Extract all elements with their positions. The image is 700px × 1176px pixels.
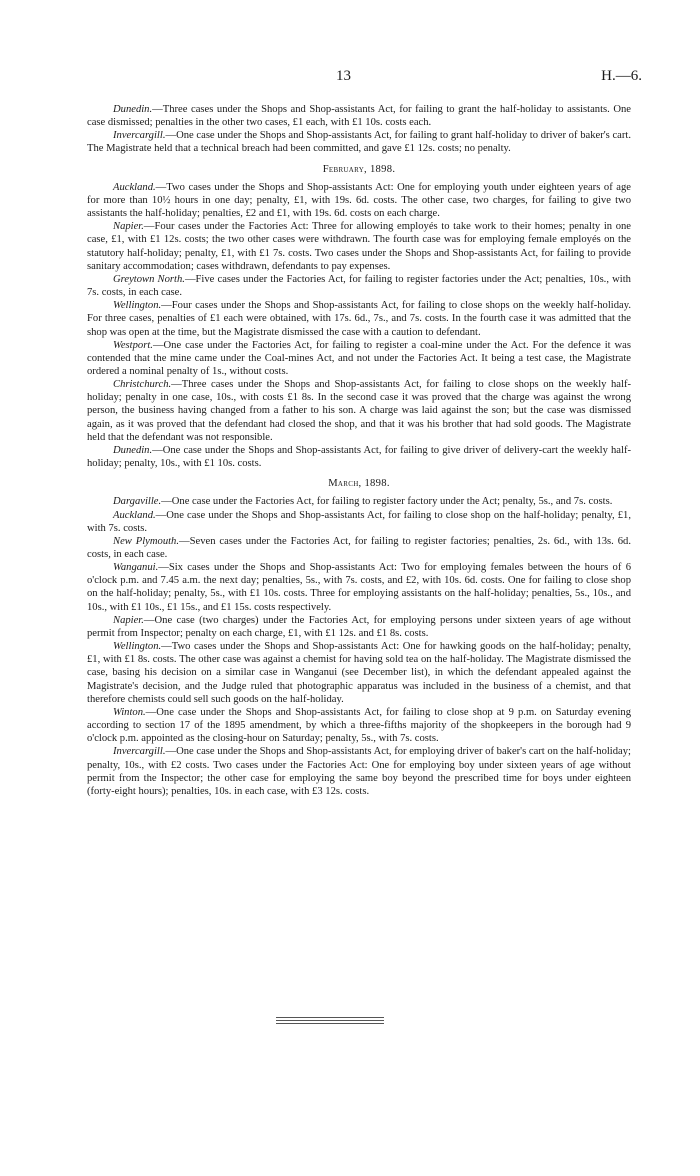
place-name: Dunedin. [113,444,153,456]
case-entry [87,561,631,614]
case-entry [87,129,631,155]
place-name: Invercargill. [113,746,166,758]
case-text: —Four cases under the Factories Act: Three for allowing employés to take work to their homes; penalty in one case, £1, with £1 12s. costs; the two other cases were withdrawn. The fourth case was for employing female employés on the statutory half-holiday; penalty, £1, with £1 7s. costs. Two cases under the Shops and Shop-assistants Act, for failing to provide sanitary accommodation; cases withdrawn, defendants to pay expenses. [87,221,631,272]
page-header [0,68,700,88]
place-name: Napier. [113,614,144,626]
case-text: —Three cases under the Shops and Shop-assistants Act, for failing to grant the half-holiday to assistants. One case dismissed; penalties in the other two cases, £1 each, with £1 10s. costs each. [87,104,631,129]
report-body [87,103,631,798]
place-name: Greytown North. [113,273,185,285]
month-heading: March, 1898. [328,478,390,490]
document-reference: H.—6. [601,68,642,84]
case-entry [87,273,631,299]
page-number: 13 [336,68,351,84]
case-text: —Two cases under the Shops and Shop-assistants Act: One for hawking goods on the half-holiday; penalty, £1, with £1 8s. costs. The other case was against a chemist for having sold tea on the half-holiday. The Magistrate dismissed the case, basing his decision on a similar case in Wanganui (see December list), in which the defendant appealed against the Magistrate's decision, and the Judge ruled that photographic apparatus was included in the business of a chemist, and that therefore chemists could sell such goods on the half-holiday. [87,641,631,705]
place-name: Christchurch. [113,379,172,391]
case-entry [87,495,631,508]
place-name: Auckland. [113,181,156,193]
case-text: —Two cases under the Shops and Shop-assistants Act: One for employing youth under eighteen years of age for more than 10½ hours in one day; penalty, £1, with 19s. 6d. costs. The other case, two charges, for failing to give two assistants the half-holiday; penalties, £2 and £1, with 19s. 6d. costs on each charge. [87,181,631,220]
case-entry [87,378,631,444]
place-name: Wellington. [113,641,162,653]
case-entry [87,339,631,378]
case-text: —One case (two charges) under the Factories Act, for employing persons under sixteen years of age without permit from Inspector; penalty on each charge, £1, with £1 12s. and £1 8s. costs. [87,614,631,639]
case-entry [87,220,631,273]
place-name: Dunedin. [113,104,153,115]
case-entry [87,444,631,470]
case-entry [87,299,631,338]
place-name: Westport. [113,339,153,351]
case-text: —One case under the Shops and Shop-assistants Act, for failing to close shop at 9 p.m. on Saturday evening according to section 17 of the 1895 amendment, by which a three-fifths majority of the shopkeepers in the borough had 9 o'clock p.m. appointed as the closing-hour on Saturday; penalty, 5s., with 7s. costs. [87,706,631,745]
case-entry [87,640,631,706]
case-entry [87,706,631,745]
month-heading: February, 1898. [322,163,396,175]
case-text: —One case under the Shops and Shop-assistants Act, for failing to give driver of delivery-cart the weekly half-holiday; penalty, 10s., with £1 10s. costs. [87,444,631,470]
case-text: —Seven cases under the Factories Act, for failing to register factories; penalties, 2s. 6d., with 13s. 6d. costs, in each case. [87,535,631,560]
case-entry [87,181,631,220]
case-text: —Three cases under the Shops and Shop-assistants Act, for failing to close shops on the weekly half-holiday; penalty in one case, 10s., with costs £1 8s. In the second case it was proved that the charge was against the wrong person, the business having changed from a father to his son. A charge was laid against the son; but the case was dismissed again, as it was proved that the defendant had closed the shop, and that it was his brother that had sold goods. The Magistrate held that the defendant was not responsible. [87,379,631,443]
place-name: New Plymouth. [113,535,180,547]
case-text: —Five cases under the Factories Act, for failing to register factories under the Act; penalties, 10s., with 7s. costs, in each case. [87,273,631,299]
case-entry [87,535,631,561]
case-entry [87,103,631,129]
place-name: Napier. [113,221,144,233]
place-name: Invercargill. [113,130,166,142]
case-text: —One case under the Shops and Shop-assistants Act, for failing to grant half-holiday to driver of baker's cart. The Magistrate held that a technical breach had been committed, and gave £1 12s. costs; no penalty. [87,130,631,155]
case-entry [87,745,631,798]
place-name: Auckland. [113,509,156,521]
place-name: Winton. [113,706,146,718]
case-text: —One case under the Factories Act, for failing to register factory under the Act; penalty, 5s., and 7s. costs. [161,496,613,508]
case-entry [87,509,631,535]
place-name: Dargaville. [113,496,162,508]
end-rule-divider [276,1017,384,1026]
place-name: Wellington. [113,300,162,312]
case-text: —One case under the Factories Act, for failing to register a coal-mine under the Act. For the defence it was contended that the mine came under the Coal-mines Act, and not under the Factories Act. It being a test case, the Magistrate ordered a nominal penalty of 1s., without costs. [87,339,631,377]
case-text: —Four cases under the Shops and Shop-assistants Act, for failing to close shops on the weekly half-holiday. For three cases, penalties of £1 each were obtained, with 17s. 6d., 7s., and 7s. costs. In the fourth case it was admitted that the shop was open at the time, but the Magistrate dismissed the case with a caution to defendant. [87,300,631,338]
case-text: —One case under the Shops and Shop-assistants Act, for employing driver of baker's cart on the half-holiday; penalty, 10s., with £2 costs. Two cases under the Factories Act: One for employing boy under sixteen years of age without permit from the Inspector; the other case for employing the same boy beyond the prescribed time for boys under eighteen (forty-eight hours); penalties, 10s. in each case, with £3 12s. costs. [87,746,631,797]
place-name: Wanganui. [113,562,159,574]
case-text: —One case under the Shops and Shop-assistants Act, for failing to close shop on the half-holiday; penalty, £1, with 7s. costs. [87,509,631,534]
case-text: —Six cases under the Shops and Shop-assistants Act: Two for employing females between the hours of 6 o'clock p.m. and 7.45 a.m. the next day; penalties, 5s., with 7s. costs, and £2, with 10s. 6d. costs. One for failing to close shop on the half-holiday; penalty, 5s., with £1 10s. costs. Three for employing assistants on the half-holiday; penalties, 5s., 10s., and 10s., with £1 10s., £1 15s., and £1 15s. costs respectively. [87,562,631,613]
case-entry [87,614,631,640]
